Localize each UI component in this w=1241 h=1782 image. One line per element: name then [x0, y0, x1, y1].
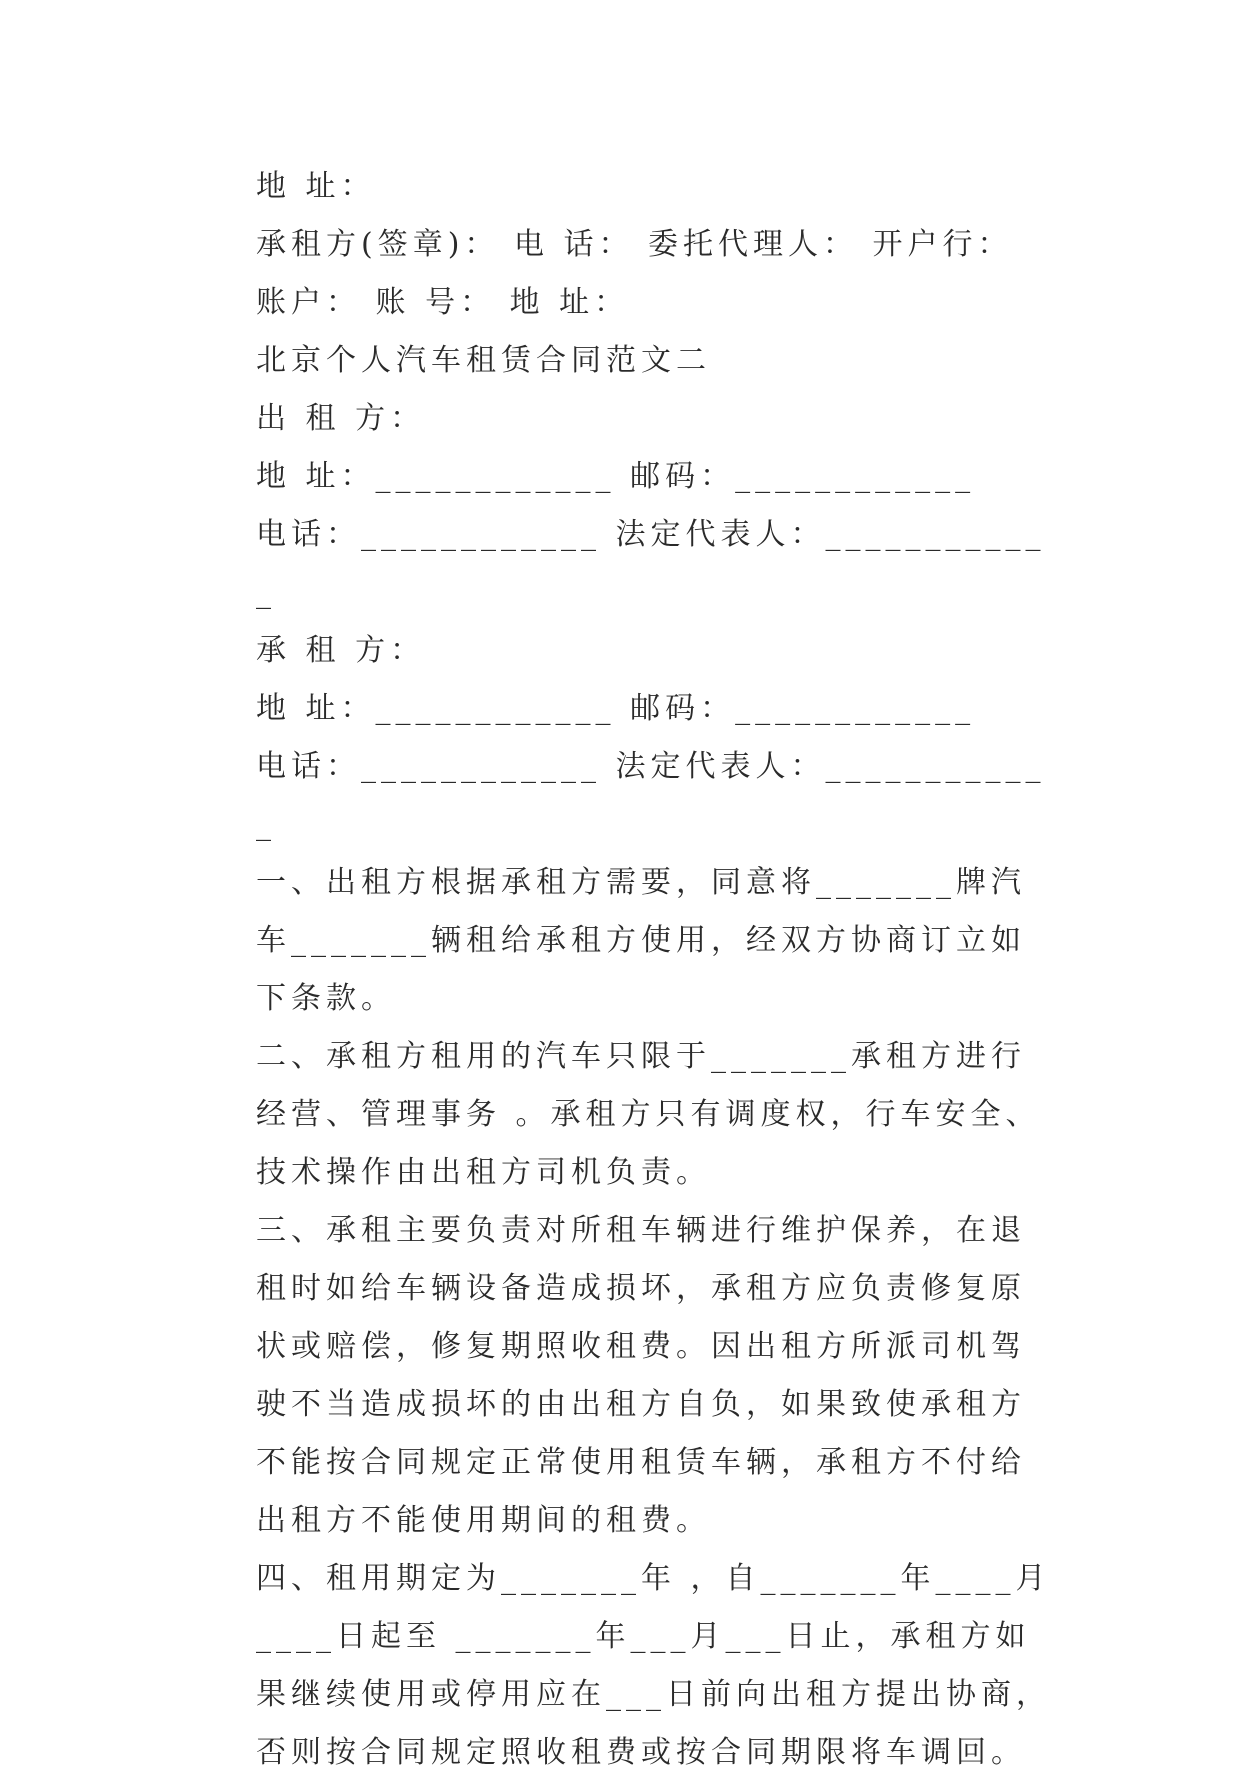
lessee-signature-line: 承租方(签章)： 电 话： 委托代理人： 开户行： 账户： 账 号： 地 址：: [256, 227, 1028, 320]
lessee-phone-line: 电话：____________ 法定代表人：____________: [256, 749, 1046, 842]
lessee-label: 承 租 方：: [256, 633, 426, 668]
clause-2: 二、承租方租用的汽车只限于_______承租方进行经营、管理事务 。承租方只有调度权，行车安全、技术操作由出租方司机负责。: [256, 1039, 1041, 1190]
clause-4: 四、租用期定为_______年 ，自_______年____月____日起至 _______年___月___日止，承租方如果继续使用或停用应在___日前向出租方提出协商，否则按合同规定照收租费或按合同期限将车调回。: [256, 1561, 1051, 1770]
section-title: 北京个人汽车租赁合同范文二: [256, 343, 711, 378]
document-body: [190, 158, 1060, 1782]
lessee-address-line: 地 址：____________ 邮码：____________: [256, 691, 976, 726]
clause-3: 三、承租主要负责对所租车辆进行维护保养，在退租时如给车辆设备造成损坏，承租方应负责修复原状或赔偿，修复期照收租费。因出租方所派司机驾驶不当造成损坏的由出租方自负，如果致使承租方不能按合同规定正常使用租赁车辆，承租方不付给出租方不能使用期间的租费。: [256, 1213, 1026, 1538]
lessor-phone-line: 电话：____________ 法定代表人：____________: [256, 517, 1046, 610]
address-line: 地 址：: [256, 169, 376, 204]
lessor-address-line: 地 址：____________ 邮码：____________: [256, 459, 976, 494]
lessor-label: 出 租 方：: [256, 401, 426, 436]
clause-1: 一、出租方根据承租方需要，同意将_______牌汽车_______辆租给承租方使用，经双方协商订立如下条款。: [256, 865, 1026, 1016]
